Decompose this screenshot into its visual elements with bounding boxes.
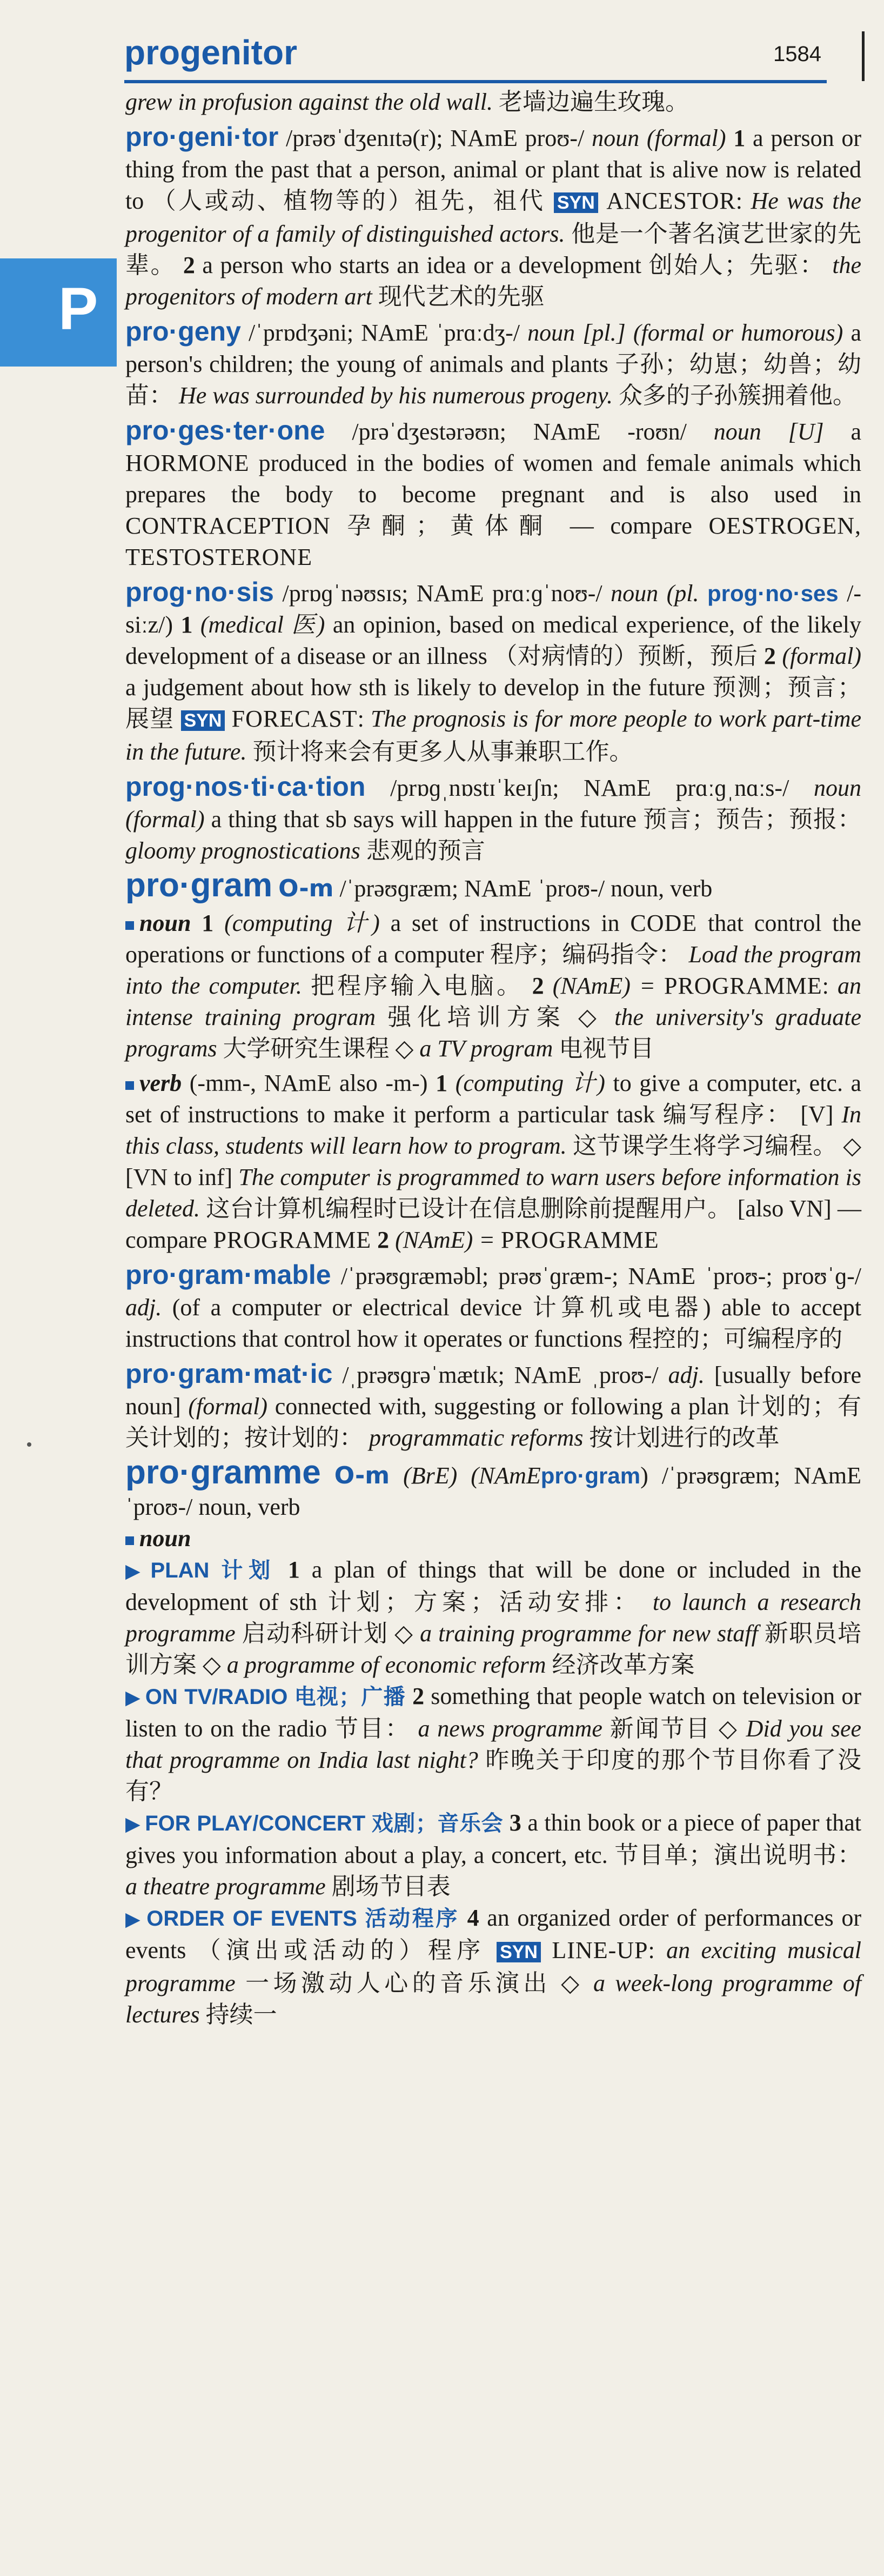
square-bullet-icon: [125, 1081, 134, 1090]
square-bullet-icon: [125, 921, 134, 930]
sense-play-concert: [125, 1807, 861, 1902]
subject-label: (computing 计): [224, 910, 380, 936]
headword: prog·nos·ti·ca·tion: [125, 771, 366, 802]
example: a TV program: [419, 1035, 553, 1062]
definition: a thing that sb says will happen in the future: [211, 806, 637, 833]
example: the university's graduate programs: [125, 1004, 862, 1062]
definition: an opinion, based on medical experience, of the likely development of a disease or an illness: [125, 611, 862, 669]
example-translation: 一场激动人心的音乐演出: [245, 1970, 551, 1996]
cross-reference: PROGRAMME: [664, 973, 822, 999]
definition: an organized order of performances or events: [125, 1905, 862, 1963]
pronunciation: /ˈprəʊɡræm; NAmE ˈproʊ-/ noun, verb: [339, 875, 713, 902]
triangle-bullet-icon: ▶: [125, 1908, 143, 1930]
example: a theatre programme: [125, 1873, 326, 1900]
example-translation: 这节课学生将学习编程。: [573, 1133, 837, 1159]
synonym-word: FORECAST: [231, 705, 358, 732]
subject-label: (computing 计): [455, 1070, 605, 1096]
definition: produced in the bodies of women and female animals which prepares the body to become pregnant and is also used in: [125, 450, 861, 508]
synonym-tag: SYN: [181, 710, 225, 731]
example: He was the progenitor of a family of distinguished actors.: [125, 188, 862, 247]
pronunciation: /ˈprəʊɡræməbl; prəʊˈɡræm-; NAmE ˈproʊ-; proʊˈɡ-/: [340, 1263, 862, 1289]
definition: something that people watch on television or listen to on the radio: [125, 1683, 862, 1742]
region-label: (NAmE) =: [552, 973, 655, 999]
margin-mark: [27, 1442, 31, 1447]
example: an exciting musical programme: [125, 1937, 862, 1996]
translation: 预测；预言；展望: [125, 674, 862, 732]
part-of-speech: noun: [611, 580, 659, 607]
alternate-form: pro·gram: [540, 1463, 641, 1488]
sense-order-of-events: ▶ ORDER OF EVENTS 活动程序 4 an organized order of performances or events （演出或活动的）程序 SYN LINE-UP: an exciting musical programme 一场激动人心的音乐演出 ◇ a week-long programme of lectures 持续一: [125, 1905, 862, 2028]
thumb-index-letter: P: [58, 276, 98, 342]
headword: pro·gram: [125, 867, 273, 904]
synonym-tag: SYN: [554, 192, 598, 213]
translation: 创始人；先驱：: [648, 252, 825, 278]
usage-label: [usually before noun]: [125, 1362, 861, 1420]
entry-progenitor: pro·geni·tor /prəʊˈdʒenɪtə(r); NAmE proʊ-/ noun (formal) 1 a person or thing from the past that a person, animal or plant that is alive now is related to （人或动、植物等的）祖先，祖代 SYN ANCESTOR: He was the progenitor of a family of distinguished actors. 他是一个著名演艺世家的先辈。 2 a person who starts an idea or a development 创始人；先驱： the progenitors of modern art 现代艺术的先驱: [125, 122, 862, 310]
entry-programmatic: [125, 1358, 861, 1454]
sense-heading: ORDER OF EVENTS 活动程序: [146, 1907, 459, 1931]
translation: （人或动、植物等的）祖先，祖代: [152, 188, 546, 214]
translation: 孕酮；黄体酮: [347, 512, 554, 539]
entry-prognosis: prog·no·sis /prɒɡˈnəʊsɪs; NAmE prɑːɡˈnoʊ-/ noun (pl. prog·no·ses /-siːz/) 1 (medical 医) an opinion, based on medical experience, of the likely development of a disease or an illness （对病情的）预断，预后 2 (formal) a judgement about how sth is likely to develop in the future 预测；预言；展望 SYN FORECAST: The prognosis is for more people to work part-time in the future. 预计将来会有更多人从事兼职工作。: [125, 577, 862, 765]
register-label: (formal): [646, 125, 726, 151]
translation: 节目单；演出说明书：: [614, 1842, 862, 1868]
verb-block: verb (-mm-, NAmE also -m-) 1 (computing 计) to give a computer, etc. a set of instructions to make it perform a particular task 编写程序： [V] In this class, students will learn how to program. 这节课学生将学习编程。 ◇ [VN to inf] The computer is programmed to warn users before information is deleted. 这台计算机编程时已设计在信息删除前提醒用户。 [also VN] — compare PROGRAMME 2 (NAmE) = PROGRAMME: [125, 1070, 862, 1253]
example-translation: 悲观的预言: [366, 837, 485, 864]
pronunciation: /prɒɡˈnəʊsɪs; NAmE prɑːɡˈnoʊ-/: [282, 580, 602, 607]
translation: 预言；预告；预报：: [643, 806, 862, 833]
triangle-bullet-icon: ▶: [125, 1687, 141, 1708]
plural-label: (pl.: [666, 580, 699, 607]
example-translation: 持续一: [205, 2001, 277, 2028]
definition: to give a computer, etc. a set of instructions to make it perform a particular task: [125, 1070, 862, 1128]
sense-number: 2: [377, 1227, 390, 1253]
sense-tv-radio: ▶ ON TV/RADIO 电视；广播 2 something that people watch on television or listen to on the radio 节目： a news programme 新闻节目 ◇ Did you see that programme on India last night? 昨晚关于印度的那个节目你看了没有？: [125, 1683, 862, 1805]
cross-reference: PROGRAMME: [213, 1227, 372, 1253]
sense-number: 2: [183, 252, 195, 278]
part-of-speech: adj.: [125, 1294, 162, 1321]
definition-start: a set of instructions in: [390, 910, 620, 936]
example: Load the program into the computer.: [125, 941, 862, 999]
definition: a judgement about how sth is likely to develop in the future: [125, 674, 705, 701]
headword: pro·ges·ter·one: [125, 415, 325, 445]
headword: prog·no·sis: [125, 577, 274, 607]
definition: (of a computer or electrical device 计算机或电器) able to accept instructions that control how it operates or functions: [125, 1294, 861, 1352]
definition-start: a: [850, 418, 862, 445]
entry-program: [125, 867, 862, 1256]
sense-heading: FOR PLAY/CONCERT 戏剧；音乐会: [145, 1812, 504, 1835]
sense-number: 2: [412, 1683, 425, 1709]
subject-label: (medical 医): [200, 611, 325, 638]
region-label: (NAmE) =: [395, 1227, 495, 1253]
plural-form: prog·no·ses: [707, 581, 839, 606]
headword: pro·geny: [125, 316, 241, 347]
example-translation: 预计将来会有更多人从事兼职工作。: [252, 738, 633, 765]
example: the progenitors of modern art: [125, 252, 862, 310]
register-label: (formal): [125, 806, 205, 833]
triangle-bullet-icon: ▶: [125, 1560, 146, 1582]
example: In this class, students will learn how to program.: [125, 1101, 862, 1159]
example-translation: 老墙边遍生玫瑰。: [499, 89, 689, 115]
definition: a person's children; the young of animals and plants: [125, 319, 862, 377]
example-translation: 大学研究生课程: [223, 1035, 390, 1062]
pronunciation: /ˈprɒdʒəni; NAmE ˈprɑːdʒ-/: [249, 319, 520, 346]
sense-number: 1: [287, 1556, 300, 1583]
register-label: (formal or humorous): [633, 319, 843, 346]
example: a week-long programme of lectures: [125, 1970, 862, 2028]
pronunciation: /prɒɡˌnɒstɪˈkeɪʃn; NAmE prɑːɡˌnɑːs-/: [390, 775, 789, 801]
headword: pro·gram·mat·ic: [125, 1359, 333, 1389]
key-icon: O-m: [334, 1462, 390, 1489]
example: programmatic reforms: [369, 1425, 584, 1451]
continued-example: [125, 86, 861, 118]
translation: 节目：: [334, 1715, 411, 1742]
header-divider-bar: [862, 31, 865, 81]
sense-number: 2: [764, 643, 776, 669]
plural-pronunciation: /-siːz/): [125, 580, 862, 638]
sense-heading: PLAN 计划: [150, 1559, 277, 1582]
definition: a person or thing from the past that a person, animal or plant that is alive now is related to: [125, 125, 862, 214]
example: Did you see that programme on India last night?: [125, 1715, 862, 1773]
register-label: (formal): [782, 643, 862, 669]
translation: 程序；编码指令：: [490, 941, 682, 968]
example-translation: 把程序输入电脑。: [311, 973, 524, 999]
example-translation: 这台计算机编程时已设计在信息删除前提醒用户。: [206, 1195, 732, 1222]
translation: 计划的；有关计划的；按计划的：: [125, 1393, 862, 1451]
cross-reference: PROGRAMME: [500, 1227, 659, 1253]
entry-progeny: [125, 316, 861, 411]
sense-heading: ON TV/RADIO 电视；广播: [145, 1685, 406, 1709]
header-rule: [124, 80, 827, 83]
headword: pro·gramme: [125, 1454, 321, 1491]
translation: 子孙；幼崽；幼兽；幼苗：: [125, 351, 862, 409]
example: an intense training program: [125, 973, 861, 1030]
headword: pro·geni·tor: [125, 122, 279, 152]
dictionary-column: [125, 86, 861, 2034]
pos-label: verb: [139, 1070, 182, 1096]
sense-number: 1: [436, 1070, 448, 1096]
register-label: (formal): [188, 1393, 267, 1420]
page-number: 1584: [773, 42, 821, 66]
entry-progesterone: [125, 415, 861, 573]
compare-label: — compare: [570, 512, 692, 539]
running-headword: progenitor: [124, 33, 297, 72]
definition: a plan of things that will be done or included in the development of sth: [125, 1556, 862, 1615]
verb-pattern: [V]: [800, 1101, 834, 1128]
example: to launch a research programme: [125, 1589, 862, 1647]
verb-forms: (-mm-, NAmE also -m-): [189, 1070, 428, 1096]
translation: 程控的；可编程序的: [628, 1326, 843, 1352]
page-header: [124, 21, 865, 85]
example: a training programme for new staff: [420, 1620, 758, 1647]
pos-label: noun: [139, 1525, 191, 1552]
definition: a person who starts an idea or a development: [202, 252, 641, 278]
example-translation: 经济改革方案: [552, 1652, 695, 1678]
example-translation: 现代艺术的先驱: [378, 283, 545, 310]
entry-prognostication: [125, 771, 861, 867]
sense-number: 1: [202, 910, 214, 936]
example-translation: 强化培训方案: [387, 1004, 566, 1030]
sense-number: 1: [180, 611, 193, 638]
example: The computer is programmed to warn users before information is deleted.: [125, 1164, 862, 1222]
example: He was surrounded by his numerous progeny.: [179, 382, 613, 409]
pronunciation: ) /ˈprəʊɡræm; NAmE ˈproʊ-/ noun, verb: [125, 1462, 862, 1520]
key-icon: O-m: [278, 875, 334, 902]
region-label: (BrE) (NAmE: [403, 1462, 541, 1489]
example: gloomy prognostications: [125, 837, 360, 864]
cross-reference: CONTRACEPTION: [125, 512, 331, 539]
cross-reference: CODE: [630, 910, 698, 936]
example: a programme of economic reform: [226, 1652, 546, 1678]
noun-label-row: [125, 1523, 861, 1554]
example-translation: 剧场节目表: [331, 1873, 451, 1900]
example: The prognosis is for more people to work part-time in the future.: [125, 705, 862, 765]
translation: 计划；方案；活动安排：: [327, 1589, 642, 1615]
example-translation: 新职员培训方案: [125, 1620, 862, 1678]
example-translation: 众多的子孙簇拥着他。: [618, 382, 856, 409]
synonym-word: ANCESTOR: [606, 188, 736, 214]
part-of-speech: noun: [592, 125, 640, 151]
sense-plan: ▶ PLAN 计划 1 a plan of things that will be done or included in the development of sth 计划；方案；活动安排： to launch a research programme 启动科研计划 ◇ a training programme for new staff 新职员培训方案 ◇ a programme of economic reform 经济改革方案: [125, 1556, 862, 1678]
cross-reference: HORMONE: [125, 450, 250, 476]
sense-number: 1: [733, 125, 746, 151]
pos-label: noun: [139, 910, 191, 936]
sense-number: 2: [532, 973, 544, 999]
definition: connected with, suggesting or following a plan: [274, 1393, 729, 1420]
synonym-word: LINE-UP:: [552, 1937, 655, 1963]
definition: that control the operations or functions of a computer: [125, 910, 862, 968]
entry-programme: [125, 1454, 862, 2031]
pronunciation: /ˌprəʊɡrəˈmætɪk; NAmE ˌproʊ-/: [342, 1362, 659, 1388]
translation: （演出或活动的）程序: [197, 1937, 486, 1963]
pronunciation: /prəʊˈdʒenɪtə(r); NAmE proʊ-/: [286, 125, 585, 151]
entry-programmable: [125, 1259, 861, 1355]
square-bullet-icon: [125, 1536, 134, 1545]
also-pattern: [also VN] — compare: [125, 1195, 862, 1253]
triangle-bullet-icon: ▶: [125, 1813, 141, 1835]
example-translation: 按计划进行的改革: [589, 1425, 780, 1451]
part-of-speech: adj.: [668, 1362, 705, 1388]
synonym-tag: SYN: [497, 1942, 541, 1962]
sense-number: 3: [509, 1809, 521, 1836]
example-translation: 电视节目: [559, 1035, 654, 1062]
example-translation: 新闻节目: [610, 1715, 712, 1742]
translation: 编写程序：: [662, 1101, 793, 1128]
example-text: grew in profusion against the old wall.: [125, 89, 493, 115]
example-translation: 启动科研计划: [242, 1620, 389, 1647]
verb-pattern: [VN to inf]: [125, 1164, 233, 1190]
thumb-index-tab: [0, 258, 117, 367]
part-of-speech: noun: [814, 775, 862, 801]
translation: （对病情的）预断，预后: [493, 643, 758, 669]
example-translation: 他是一个著名演艺世家的先辈。: [125, 221, 862, 278]
pronunciation: /prəˈdʒestərəʊn; NAmE -roʊn/: [352, 418, 687, 445]
compare-words: OESTROGEN, TESTOSTERONE: [125, 512, 862, 570]
sense-number: 4: [467, 1905, 479, 1931]
part-of-speech: noun [U]: [713, 418, 824, 445]
headword: pro·gram·mable: [125, 1260, 331, 1290]
noun-block: noun 1 (computing 计) a set of instructions in CODE that control the operations or functions of a computer 程序；编码指令： Load the program into the computer. 把程序输入电脑。 2 (NAmE) = PROGRAMME: an intense training program 强化培训方案 ◇ the university's graduate programs 大学研究生课程 ◇ a TV program 电视节目: [125, 910, 862, 1062]
example-translation: 昨晚关于印度的那个节目你看了没有？: [125, 1747, 862, 1805]
definition: a thin book or a piece of paper that gives you information about a play, a concert, etc.: [125, 1809, 862, 1868]
example: a news programme: [418, 1715, 602, 1742]
part-of-speech: noun [pl.]: [527, 319, 626, 346]
